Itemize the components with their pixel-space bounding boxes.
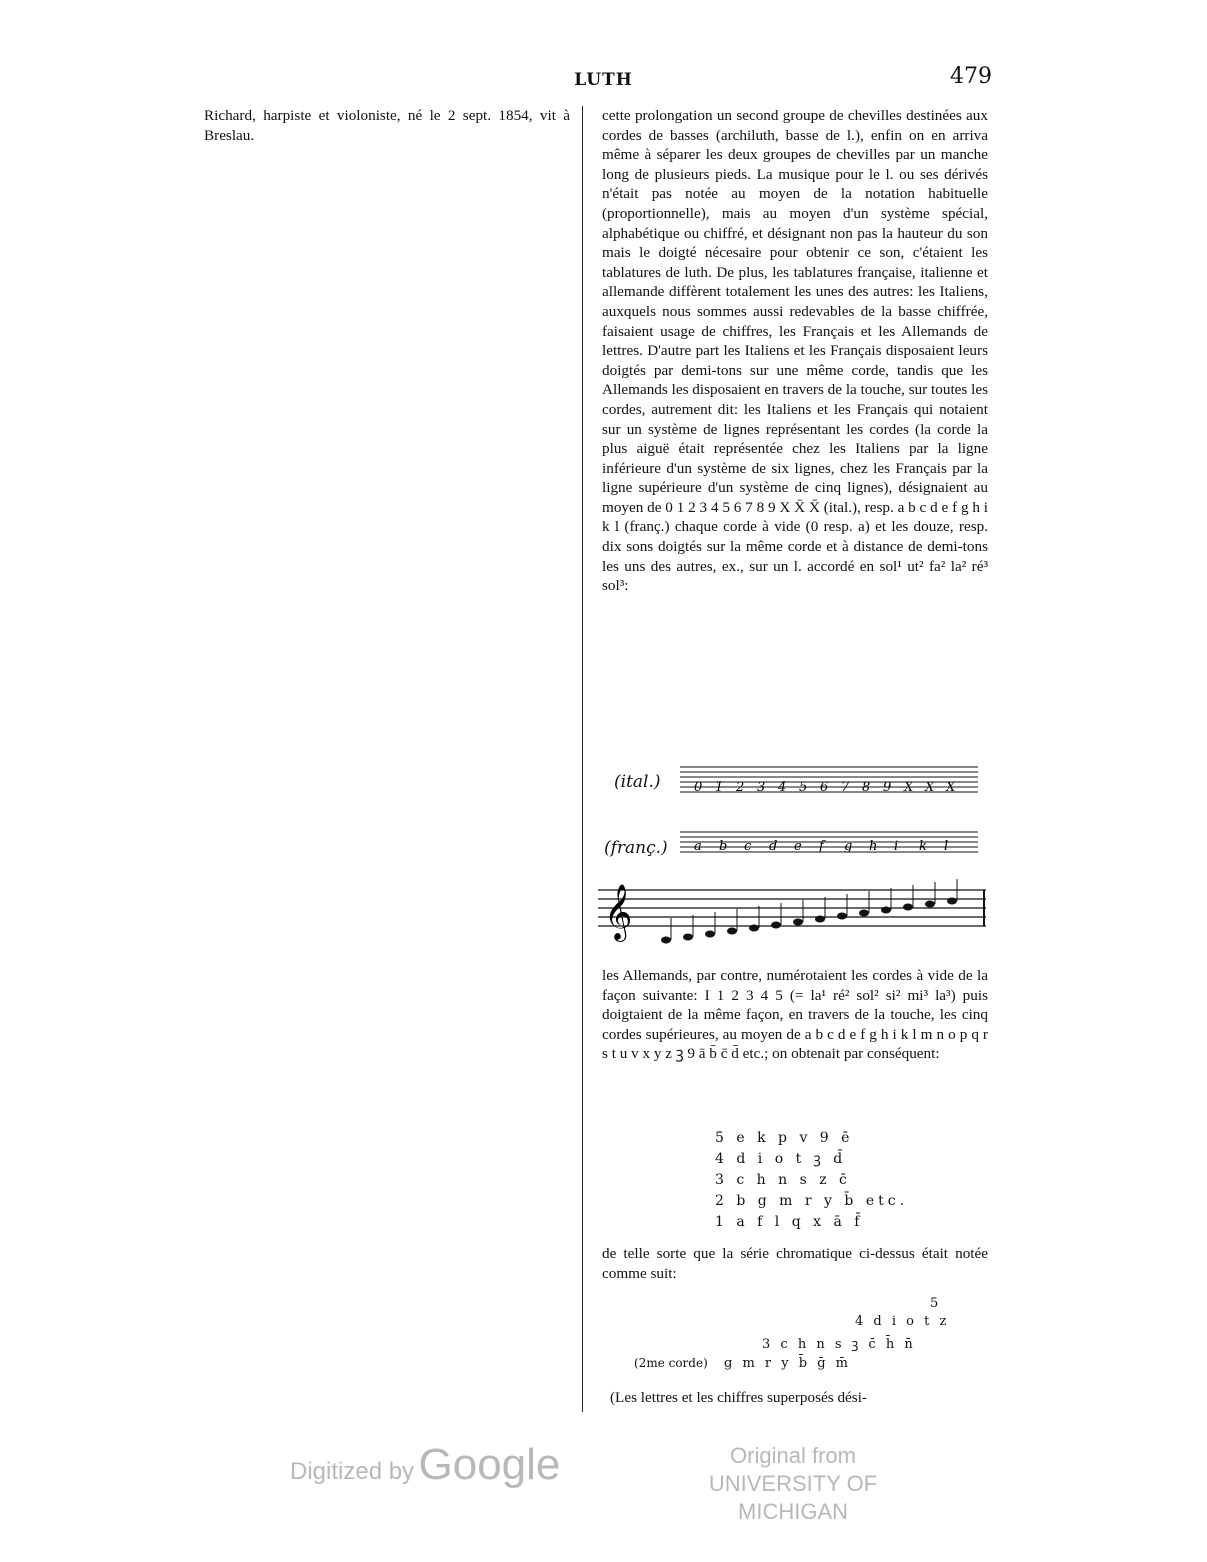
tab-symbol: 1 <box>715 780 724 795</box>
music-note <box>815 916 825 923</box>
tablature-franc-label: (franç.) <box>604 838 668 858</box>
table-row: 3 c h n s z c̄ <box>715 1172 851 1188</box>
right-column-paragraph-top: cette prolongation un second groupe de chevilles destinées aux cordes de basses (archiluth, basse de l.), enfin on en arriva même à séparer les deux groupes de chevilles par un manche long de plusieurs pieds. La musique pour le l. ou ses dérivés n'était pas notée au moyen de la notation habituelle (proportionnelle), mais au moyen d'un système spécial, alphabétique ou chiffré, et désignant non pas la hauteur du son mais le doigté nécesaire pour obtenir ce son, c'étaient les tablatures de luth. De plus, les tablatures française, italienne et allemande diffèrent totalement les unes des autres: les Italiens, auxquels nous sommes aussi redevables de la basse chiffrée, faisaient usage de chiffres, les Français et les Allemands de lettres. D'autre part les Italiens et les Français disposaient leurs doigtés par demi-tons sur une même corde, tandis que les Allemands les disposaient en travers de la touche, sur toutes les cordes, autrement dit: les Italiens et les Français qui notaient sur un système de lignes représentant les cordes (la corde la plus aiguë était représentée chez les Italiens par la ligne inférieure d'un système de six lignes, chez les Français par la ligne supérieure d'un système de cinq lignes), désignaient au moyen de 0 1 2 3 4 5 6 7 8 9 X X̄ X̄ (ital.), resp. a b c d e f g h i k l (franç.) chaque corde à vide (0 resp. a) et les douze, resp. dix sons doigtés sur la même corde et à distance de demi-tons les uns des autres, ex., sur un l. accordé en sol¹ ut² fa² la² ré³ sol³: <box>602 107 988 595</box>
left-column-text <box>204 106 570 145</box>
german-tablature-table <box>715 1128 908 1233</box>
right-column-paragraph-after-table: de telle sorte que la série chromatique ci-dessus était notée comme suit: <box>602 1245 988 1282</box>
original-from-watermark <box>668 1442 918 1526</box>
tab-symbol: X <box>904 780 914 795</box>
right-column-paragraph-end: (Les lettres et les chiffres superposés dési- <box>610 1389 867 1406</box>
music-note <box>903 904 913 911</box>
chromatic-row-5: 5 <box>930 1296 942 1311</box>
music-note <box>727 928 737 935</box>
tab-symbol: b <box>719 839 728 854</box>
page-number: 479 <box>950 64 992 89</box>
music-note <box>661 937 671 944</box>
music-note <box>683 934 693 941</box>
tab-symbol: g <box>844 839 853 854</box>
tablature-ital-staff <box>680 765 980 805</box>
tab-symbol: 2 <box>736 780 745 795</box>
original-from-text: Original from <box>730 1443 856 1468</box>
treble-clef-icon: 𝄞 <box>604 884 633 940</box>
music-note <box>749 925 759 932</box>
tab-symbol: 6 <box>820 780 829 795</box>
tab-symbol: 3 <box>757 780 766 795</box>
chromatic-row-3: 3 c h n s ꝫ c̄ h̄ n̄ <box>762 1337 916 1352</box>
digitized-by-text: Digitized by <box>290 1458 415 1485</box>
tab-symbol: l <box>944 839 949 854</box>
tab-symbol: X <box>946 780 956 795</box>
tab-symbol: a <box>694 839 702 854</box>
digitized-by-google-watermark <box>290 1440 560 1490</box>
music-note <box>947 898 957 905</box>
left-column-paragraph: Richard, harpiste et violoniste, né le 2 sept. 1854, vit à Breslau. <box>204 107 570 144</box>
tab-symbol: X <box>925 780 935 795</box>
tab-symbol: h <box>869 839 878 854</box>
tab-symbol: 9 <box>883 780 892 795</box>
tab-symbol: c <box>744 839 752 854</box>
music-note <box>705 931 715 938</box>
tab-symbol: 8 <box>862 780 871 795</box>
chromatic-row-2-label: (2me corde) <box>634 1356 708 1370</box>
right-column-text-after-table <box>602 1244 988 1283</box>
tab-symbol: 4 <box>778 780 787 795</box>
table-row: 4 d i o t ꝫ d̄ <box>715 1151 847 1167</box>
university-text: UNIVERSITY OF MICHIGAN <box>708 1471 878 1524</box>
chromatic-row-2: g m r y b̄ ḡ m̄ <box>724 1356 851 1371</box>
music-note <box>925 901 935 908</box>
tab-symbol: d <box>769 839 778 854</box>
tab-symbol: 0 <box>694 780 703 795</box>
tab-symbol: 7 <box>841 780 850 795</box>
right-column-text-end <box>610 1388 990 1408</box>
right-column-text-mid <box>602 966 988 1064</box>
music-note <box>859 910 869 917</box>
music-staff-notation <box>598 876 988 952</box>
tab-symbol: e <box>794 839 802 854</box>
tab-symbol: i <box>894 839 899 854</box>
music-note <box>771 922 781 929</box>
tab-symbol: 5 <box>799 780 808 795</box>
music-note <box>837 913 847 920</box>
tab-symbol: k <box>919 839 927 854</box>
column-divider <box>582 106 583 1412</box>
music-note <box>881 907 891 914</box>
right-column-paragraph-mid: les Allemands, par contre, numérotaient les cordes à vide de la façon suivante: I 1 2 3 4 5 (= la¹ ré² sol² si² mi³ la³) puis doigtaient de la même façon, en travers de la touche, les cinq cordes supérieures, au moyen de a b c d e f g h i k l m n o p q r s t u v x y z ꝫ 9 ā b̄ c̄ d̄ etc.; on obtenait par conséquent: <box>602 967 988 1063</box>
chromatic-row-4: 4 d i o t z <box>855 1314 950 1329</box>
table-row: 1 a f l q x ā f̄ <box>715 1214 864 1230</box>
table-row: 5 e k p v 9 ē <box>715 1130 854 1146</box>
tablature-ital-label: (ital.) <box>614 772 661 792</box>
table-row: 2 b g m r y b̄ etc. <box>715 1193 909 1209</box>
right-column-text-top <box>602 106 988 596</box>
music-note <box>793 919 803 926</box>
tab-symbol: f <box>819 839 824 854</box>
tablature-franc-staff <box>680 830 980 860</box>
google-logo-text: Google <box>418 1440 561 1489</box>
page-header-title: LUTH <box>574 70 633 90</box>
